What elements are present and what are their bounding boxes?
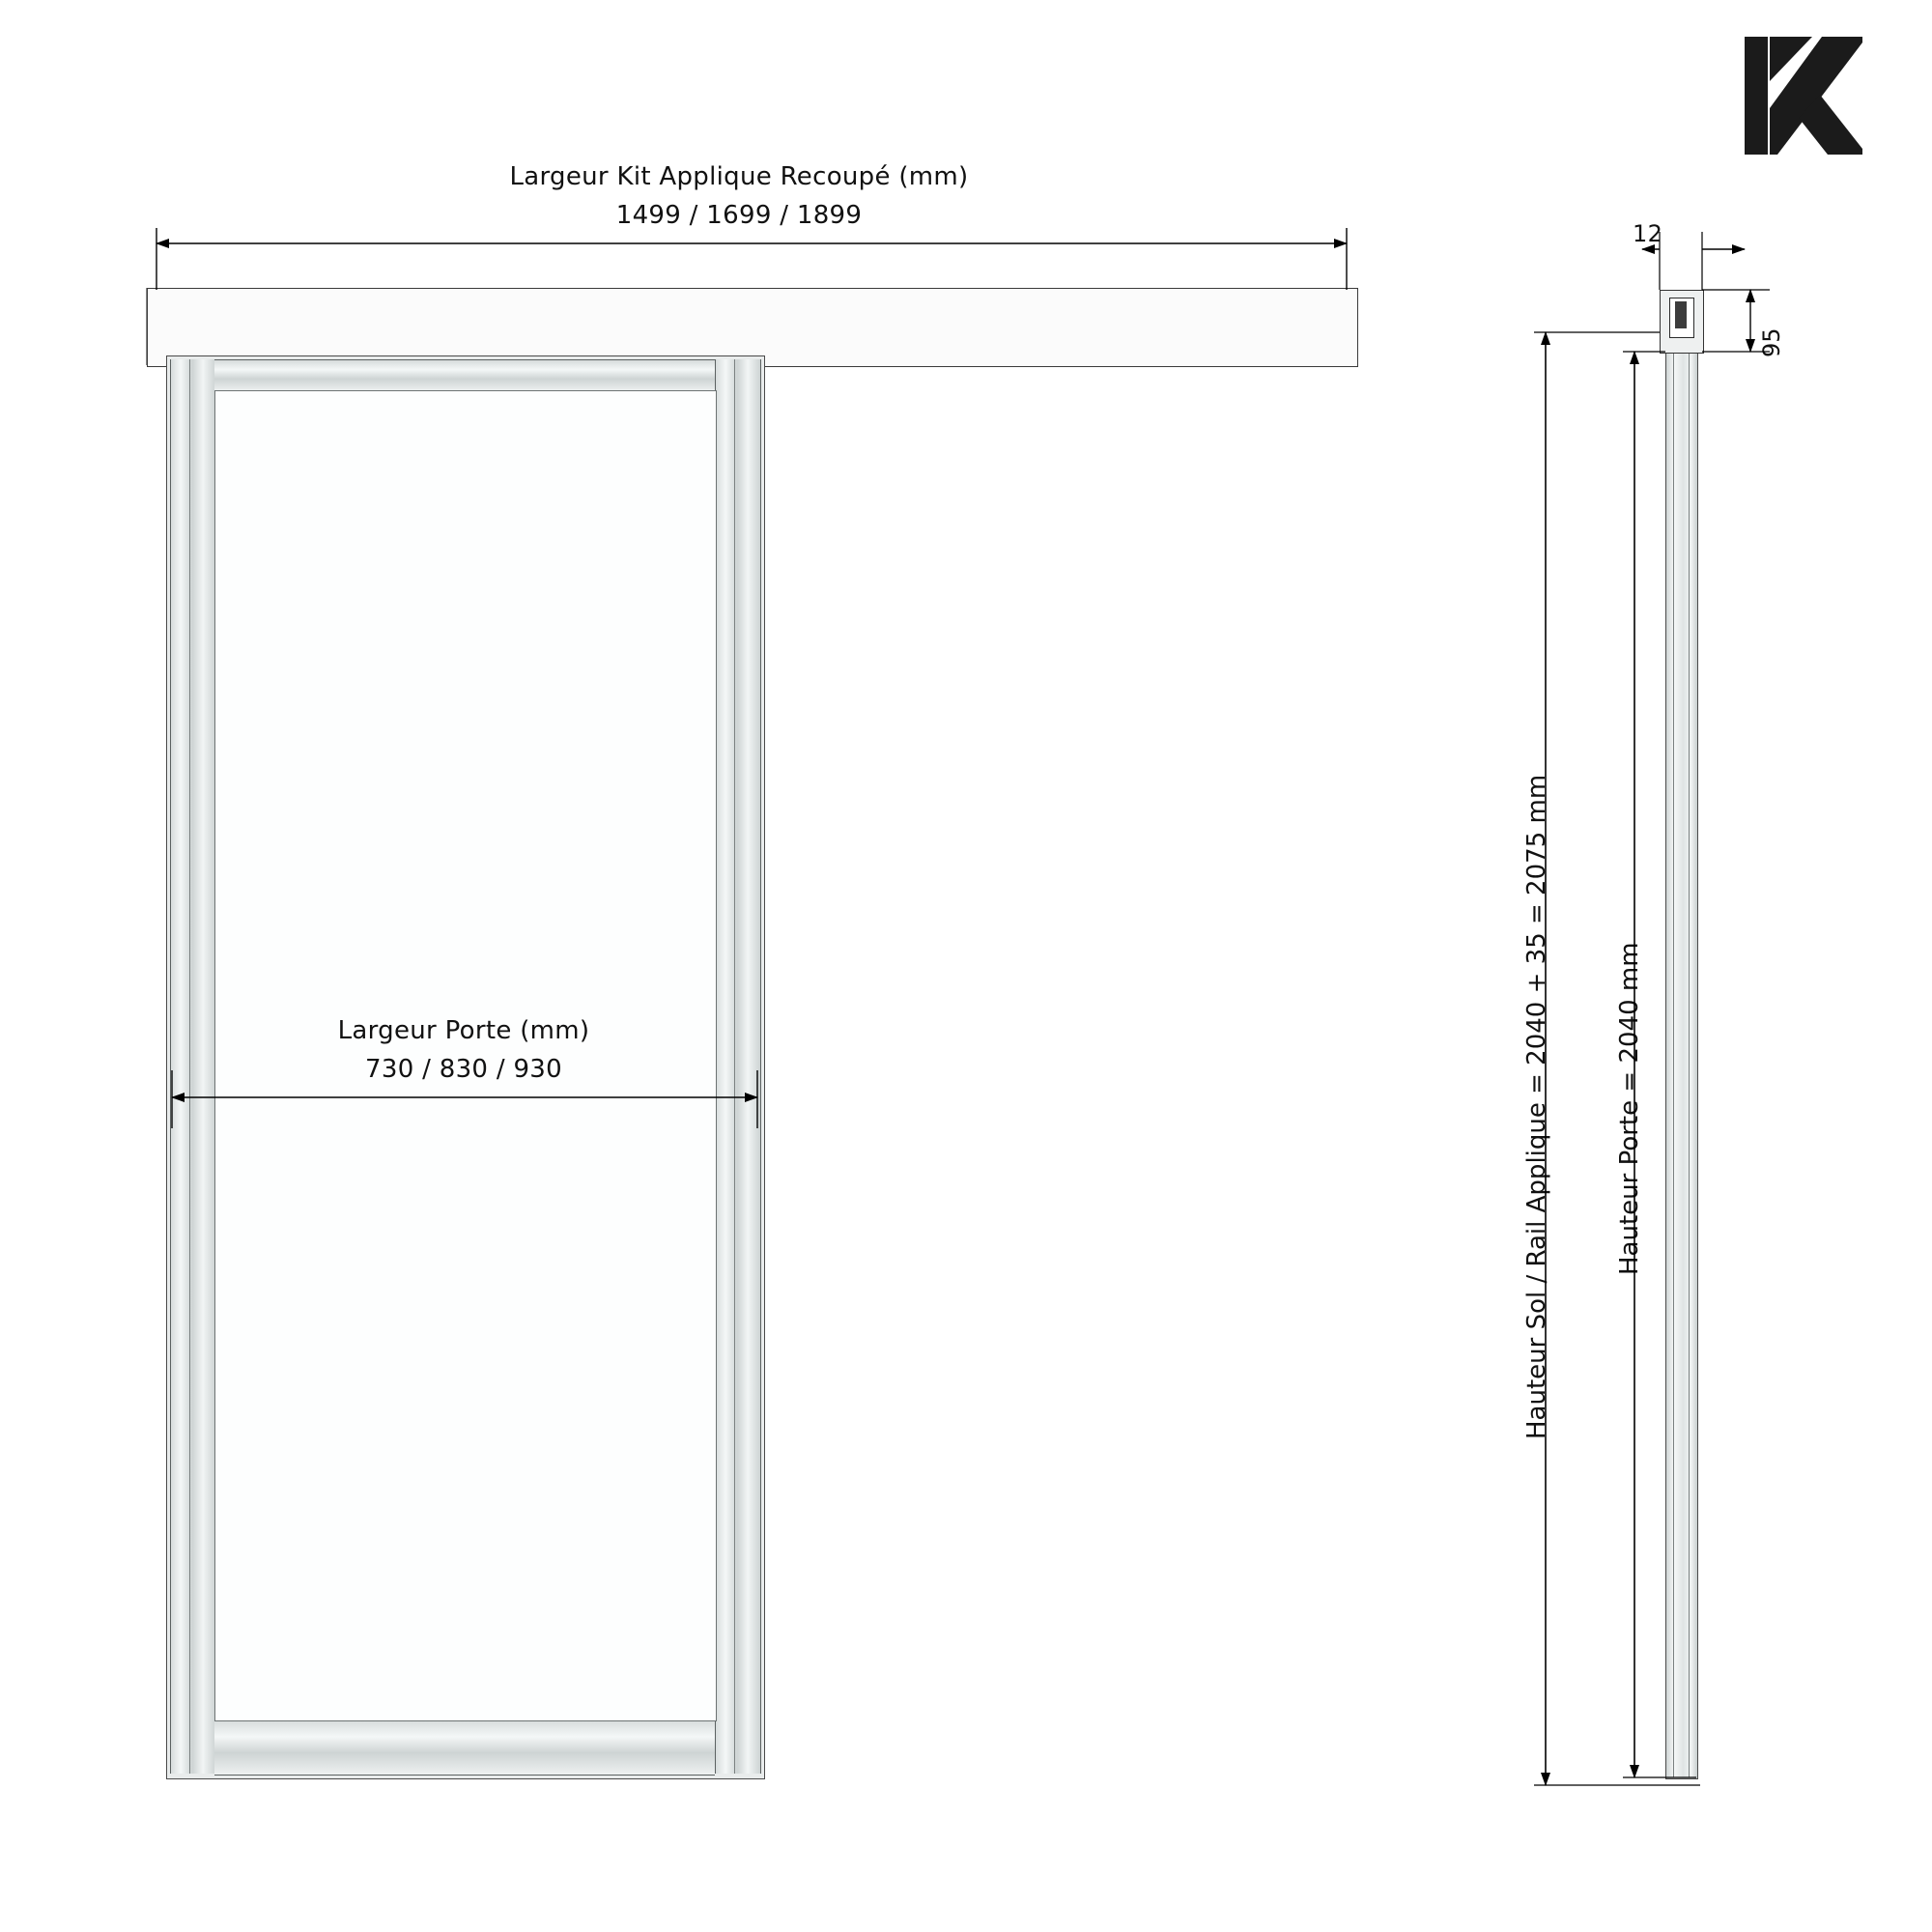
brand-logo-svg — [1745, 37, 1862, 155]
height-door-label: Hauteur Porte = 2040 mm — [1615, 942, 1644, 1275]
door-bottom-rail — [214, 1719, 715, 1776]
door-width-label: Largeur Porte (mm) — [337, 1016, 590, 1045]
section-door-leaf — [1665, 352, 1698, 1779]
door-left-stile-line — [189, 359, 190, 1774]
section-door-line-1 — [1673, 352, 1674, 1777]
section-door-line-2 — [1689, 352, 1690, 1777]
height-floor-rail-label: Hauteur Sol / Rail Applique = 2040 + 35 = 2075 mm — [1522, 774, 1551, 1439]
top-dimension-title: Largeur Kit Applique Recoupé (mm) — [509, 162, 969, 191]
top-dimension-values: 1499 / 1699 / 1899 — [615, 201, 863, 230]
door-right-stile — [715, 359, 761, 1774]
section-height-value: 95 — [1758, 327, 1785, 357]
door-right-stile-line — [734, 359, 735, 1774]
door-top-rail — [214, 359, 715, 392]
section-carrier — [1675, 301, 1687, 328]
brand-logo-icon — [1745, 37, 1862, 155]
door-width-values: 730 / 830 / 930 — [365, 1055, 562, 1084]
door-left-stile — [170, 359, 216, 1774]
section-depth-value: 12 — [1633, 220, 1663, 247]
